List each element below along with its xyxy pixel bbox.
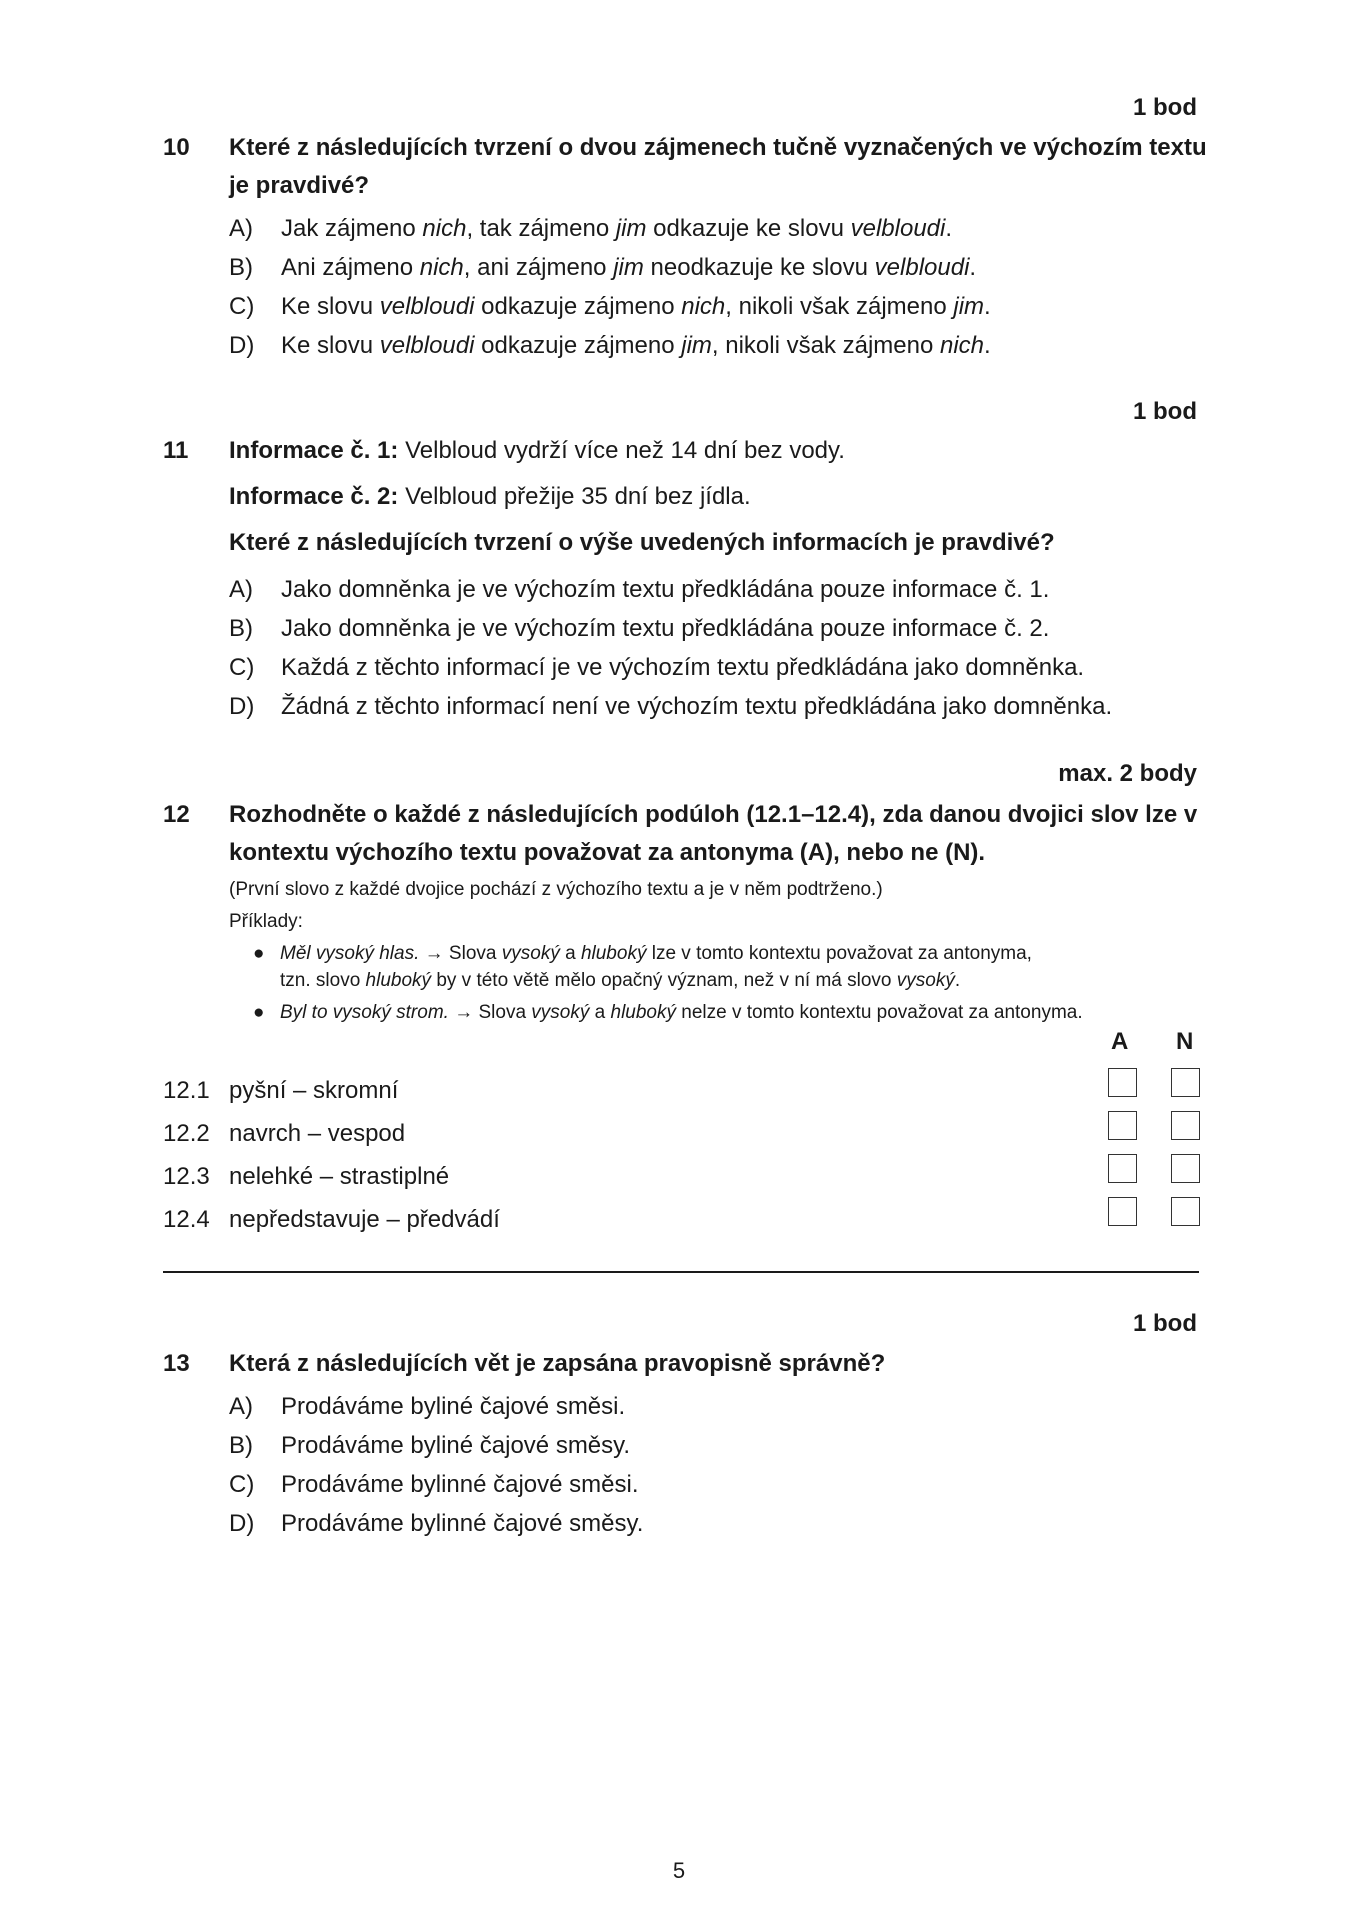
q10-option-a[interactable]: A) Jak zájmeno nich, tak zájmeno jim odkazuje ke slovu velbloudi. bbox=[229, 215, 953, 242]
checkbox-12-1-a[interactable] bbox=[1108, 1068, 1137, 1097]
q11-number: 11 bbox=[163, 437, 189, 464]
q13-stem: Která z následujících vět je zapsána pravopisně správně? bbox=[229, 1350, 886, 1377]
q12-number: 12 bbox=[163, 801, 190, 828]
q12-example2: Byl to vysoký strom. → Slova vysoký a hluboký nelze v tomto kontextu považovat za antonyma. bbox=[280, 1002, 1083, 1023]
checkbox-12-4-a[interactable] bbox=[1108, 1197, 1137, 1226]
q12-example1-line2: tzn. slovo hluboký by v této větě mělo opačný význam, než v ní má slovo vysoký. bbox=[280, 970, 961, 991]
subtask-12-3: 12.3 nelehké – strastiplné bbox=[163, 1163, 450, 1190]
bullet-icon: ● bbox=[253, 1002, 265, 1023]
subtask-12-2: 12.2 navrch – vespod bbox=[163, 1120, 406, 1147]
q11-stem: Které z následujících tvrzení o výše uvedených informacích je pravdivé? bbox=[229, 529, 1055, 556]
q10-number: 10 bbox=[163, 134, 190, 161]
q13-points: 1 bod bbox=[1133, 1310, 1197, 1337]
q13-option-c[interactable]: C) Prodáváme bylinné čajové směsi. bbox=[229, 1471, 639, 1498]
q13-option-d[interactable]: D) Prodáváme bylinné čajové směsy. bbox=[229, 1510, 644, 1537]
q13-option-a[interactable]: A) Prodáváme byliné čajové směsi. bbox=[229, 1393, 626, 1420]
q11-points: 1 bod bbox=[1133, 398, 1197, 425]
q12-stem: Rozhodněte o každé z následujících podúloh (12.1–12.4), zda danou dvojici slov lze v kontextu výchozího textu považovat za antonyma (A), nebo ne (N). bbox=[229, 801, 1198, 866]
q10-points: 1 bod bbox=[1133, 94, 1197, 121]
section-divider bbox=[163, 1271, 1199, 1273]
q11-info1: Informace č. 1: Velbloud vydrží více než 14 dní bez vody. bbox=[229, 437, 845, 464]
q12-example1: Měl vysoký hlas. → Slova vysoký a hluboký lze v tomto kontextu považovat za antonyma, bbox=[280, 943, 1032, 964]
page-number: 5 bbox=[672, 1858, 686, 1883]
checkbox-12-2-a[interactable] bbox=[1108, 1111, 1137, 1140]
q10-option-d-text: Ke slovu velbloudi odkazuje zájmeno jim, nikoli však zájmeno nich. bbox=[281, 332, 991, 359]
q12-points: max. 2 body bbox=[1058, 760, 1197, 787]
q11-info2: Informace č. 2: Velbloud přežije 35 dní bez jídla. bbox=[229, 483, 751, 510]
q11-option-b[interactable]: B) Jako domněnka je ve výchozím textu předkládána pouze informace č. 2. bbox=[229, 615, 1050, 642]
q10-option-a-text: Jak zájmeno nich, tak zájmeno jim odkazuje ke slovu velbloudi. bbox=[281, 215, 953, 242]
checkbox-12-1-n[interactable] bbox=[1171, 1068, 1200, 1097]
checkbox-12-4-n[interactable] bbox=[1171, 1197, 1200, 1226]
bullet-icon: ● bbox=[253, 943, 265, 964]
subtask-12-1: 12.1 pyšní – skromní bbox=[163, 1077, 399, 1104]
q11-option-d[interactable]: D) Žádná z těchto informací není ve výchozím textu předkládána jako domněnka. bbox=[229, 693, 1113, 720]
checkbox-12-3-a[interactable] bbox=[1108, 1154, 1137, 1183]
q10-option-d[interactable]: D) Ke slovu velbloudi odkazuje zájmeno jim, nikoli však zájmeno nich. bbox=[229, 332, 991, 359]
q11-option-c[interactable]: C) Každá z těchto informací je ve výchozím textu předkládána jako domněnka. bbox=[229, 654, 1085, 681]
q12-note: (První slovo z každé dvojice pochází z výchozího textu a je v něm podtrženo.) bbox=[229, 879, 883, 900]
checkbox-12-3-n[interactable] bbox=[1171, 1154, 1200, 1183]
q13-option-b[interactable]: B) Prodáváme byliné čajové směsy. bbox=[229, 1432, 631, 1459]
q10-option-c-text: Ke slovu velbloudi odkazuje zájmeno nich, nikoli však zájmeno jim. bbox=[281, 293, 991, 320]
q11-option-a[interactable]: A) Jako domněnka je ve výchozím textu předkládána pouze informace č. 1. bbox=[229, 576, 1050, 603]
q12-examples-label: Příklady: bbox=[229, 911, 303, 932]
q10-option-c[interactable]: C) Ke slovu velbloudi odkazuje zájmeno nich, nikoli však zájmeno jim. bbox=[229, 293, 991, 320]
column-header-n: N bbox=[1176, 1028, 1194, 1055]
q10-stem: Které z následujících tvrzení o dvou zájmenech tučně vyznačených ve výchozím textu je pravdivé? bbox=[229, 134, 1207, 199]
checkbox-12-2-n[interactable] bbox=[1171, 1111, 1200, 1140]
q10-option-b-text: Ani zájmeno nich, ani zájmeno jim neodkazuje ke slovu velbloudi. bbox=[281, 254, 977, 281]
q13-number: 13 bbox=[163, 1350, 190, 1377]
q10-option-b[interactable]: B) Ani zájmeno nich, ani zájmeno jim neodkazuje ke slovu velbloudi. bbox=[229, 254, 977, 281]
column-header-a: A bbox=[1111, 1028, 1129, 1055]
subtask-12-4: 12.4 nepředstavuje – předvádí bbox=[163, 1206, 500, 1233]
